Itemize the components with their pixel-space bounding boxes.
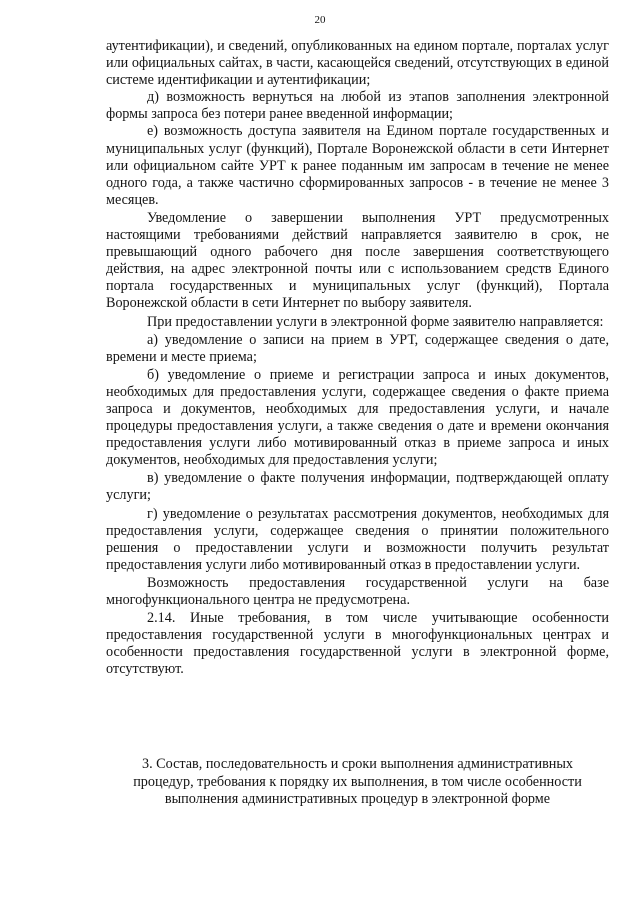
paragraph-2-14: 2.14. Иные требования, в том числе учитывающие особенности предоставления государственной услуги в многофункциональных центрах и особенности предоставления государственной услуги в электронной форме, отсутствуют. (106, 610, 609, 678)
paragraph-item-d: д) возможность вернуться на любой из этапов заполнения электронной формы запроса без потери ранее введенной информации; (106, 89, 609, 123)
paragraph-completion-notice: Уведомление о завершении выполнения УРТ предусмотренных настоящими требованиями действий направляется заявителю в срок, не превышающий одного рабочего дня после завершения соответствующего действия, на адрес электронной почты или с использованием средств Единого портала государственных и муниципальных услуг (функций), Портала Воронежской области в сети Интернет по выбору заявителя. (106, 209, 609, 312)
page-number: 20 (314, 14, 326, 26)
section-heading-line: выполнения административных процедур в электронной форме (164, 791, 551, 807)
paragraph-item-v: в) уведомление о факте получения информации, подтверждающей оплату услуги; (106, 470, 609, 504)
section-heading-line: 3. Состав, последовательность и сроки выполнения административных (141, 756, 574, 772)
paragraph-authentication-continuation: аутентификации), и сведений, опубликованных на едином портале, порталах услуг или официальных сайтах, в части, касающейся сведений, отсутствующих в единой системе идентификации и аутентификации; (106, 38, 609, 89)
paragraph-item-b: б) уведомление о приеме и регистрации запроса и иных документов, необходимых для предоставления услуги, содержащее сведения о факте приема запроса и документов, необходимых для предоставления услуги, и начале процедуры предоставления услуги, а также сведения о дате и времени окончания предоставления услуги либо мотивированный отказ в приеме запроса и иных документов, необходимых для предоставления услуги; (106, 366, 609, 469)
paragraph-electronic-form-intro: При предоставлении услуги в электронной форме заявителю направляется: (147, 313, 604, 330)
paragraph-item-a: а) уведомление о записи на прием в УРТ, содержащее сведения о дате, времени и месте приема; (106, 331, 609, 365)
section-heading-line: процедур, требования к порядку их выполнения, в том числе особенности (133, 773, 582, 790)
paragraph-item-e: е) возможность доступа заявителя на Едином портале государственных и муниципальных услуг (функций), Портале Воронежской области в сети Интернет или официальном сайте УРТ к ранее поданным им запросам в течение не менее одного года, а также частично сформированных запросов - в течение не менее 3 месяцев. (106, 123, 609, 208)
document-body (106, 38, 609, 678)
paragraph-mfc-availability: Возможность предоставления государственной услуги на базе многофункционального центра не предусмотрена. (106, 574, 609, 608)
paragraph-item-g: г) уведомление о результатах рассмотрения документов, необходимых для предоставления услуги, содержащее сведения о принятии положительного решения о предоставлении услуги и возможности получить результат предоставления услуги либо мотивированный отказ в предоставлении услуги. (106, 505, 609, 573)
section-heading (106, 756, 609, 809)
